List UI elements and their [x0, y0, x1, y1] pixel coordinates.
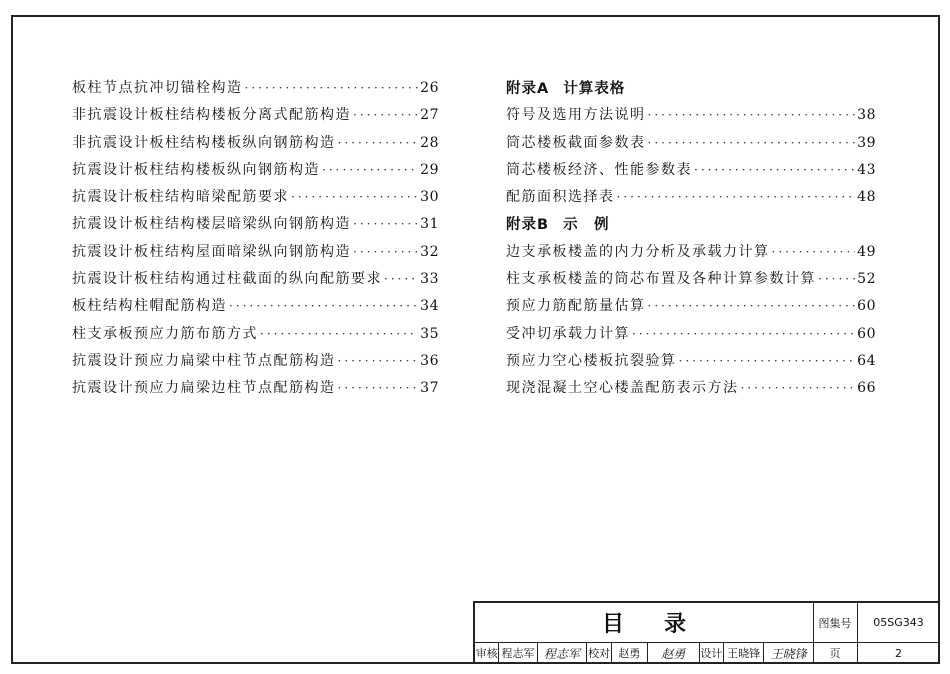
review-signature: 程志军 [538, 642, 588, 664]
toc-entry [72, 132, 439, 159]
toc-entry-page: 66 [857, 380, 876, 397]
proof-name: 赵勇 [612, 642, 648, 664]
toc-entry [506, 323, 876, 350]
toc-entry-title: 配筋面积选择表 [506, 189, 615, 206]
dot-leader [260, 327, 418, 341]
toc-entry-title: 柱支承板预应力筋布筋方式 [72, 325, 258, 342]
toc-entry-page: 35 [420, 325, 439, 342]
toc-entry-title: 受冲切承载力计算 [506, 325, 630, 342]
toc-entry-title: 抗震设计板柱结构通过柱截面的纵向配筋要求 [72, 271, 382, 288]
toc-entry-page: 34 [420, 298, 439, 315]
toc-entry-page: 52 [857, 271, 876, 288]
toc-entry [506, 241, 876, 268]
toc-entry [72, 104, 439, 131]
dot-leader [338, 136, 419, 150]
appendix-b-list [506, 241, 876, 405]
toc-left-column [72, 77, 439, 405]
design-name: 王晓锋 [724, 642, 764, 664]
toc-entry-title: 板柱节点抗冲切锚栓构造 [72, 80, 243, 96]
title-block [473, 601, 940, 664]
toc-entry-title: 边支承板楼盖的内力分析及承载力计算 [506, 243, 770, 260]
toc-entry-title: 现浇混凝土空心楼盖配筋表示方法 [506, 380, 739, 397]
appendix-a-label: 附录A [506, 81, 550, 97]
toc-entry [506, 159, 876, 186]
toc-entry-page: 33 [420, 271, 439, 288]
toc-entry [72, 323, 439, 350]
dot-leader [229, 299, 418, 313]
toc-entry-page: 28 [420, 134, 439, 151]
signature-row [475, 642, 814, 664]
toc-entry-title: 非抗震设计板柱结构楼板纵向钢筋构造 [72, 134, 336, 151]
toc-entry-title: 抗震设计板柱结构暗梁配筋要求 [72, 189, 289, 206]
toc-entry [506, 295, 876, 322]
toc-entry [72, 295, 439, 322]
toc-entry-title: 抗震设计预应力扁梁中柱节点配筋构造 [72, 352, 336, 369]
review-label: 审核 [475, 642, 499, 664]
review-name: 程志军 [499, 642, 537, 664]
toc-entry-page: 39 [857, 134, 876, 151]
toc-entry-page: 26 [420, 80, 439, 96]
toc-entry-title: 筒芯楼板经济、性能参数表 [506, 161, 692, 178]
toc-entry-title: 预应力筋配筋量估算 [506, 298, 646, 315]
atlas-number-label: 图集号 [813, 603, 858, 643]
toc-entry [506, 104, 876, 131]
dot-leader [741, 381, 856, 395]
drawing-title: 目录 [475, 603, 814, 643]
toc-entry-page: 64 [857, 352, 876, 369]
dot-leader [353, 245, 418, 259]
toc-entry-page: 37 [420, 380, 439, 397]
dot-leader [384, 272, 418, 286]
dot-leader [648, 299, 856, 313]
toc-entry [506, 132, 876, 159]
design-label: 设计 [700, 642, 724, 664]
toc-entry-title: 非抗震设计板柱结构楼板分离式配筋构造 [72, 107, 351, 124]
appendix-a-list [506, 104, 876, 213]
toc-entry [506, 186, 876, 213]
toc-entry-page: 49 [857, 243, 876, 260]
dot-leader [694, 163, 855, 177]
dot-leader [632, 327, 855, 341]
toc-entry [72, 350, 439, 377]
design-signature: 王晓锋 [770, 646, 807, 661]
dot-leader [818, 272, 855, 286]
dot-leader [679, 354, 856, 368]
dot-leader [245, 81, 419, 95]
toc-entry [506, 377, 876, 404]
dot-leader [353, 108, 418, 122]
toc-entry-title: 抗震设计预应力扁梁边柱节点配筋构造 [72, 380, 336, 397]
toc-entry [72, 241, 439, 268]
toc-entry [506, 268, 876, 295]
toc-entry-page: 48 [857, 189, 876, 206]
appendix-a-title: 计算表格 [563, 81, 626, 97]
appendix-b-heading [506, 213, 876, 240]
toc-right-column [506, 77, 876, 405]
toc-entry-page: 29 [420, 161, 439, 178]
toc-entry-page: 30 [420, 189, 439, 206]
dot-leader [353, 217, 418, 231]
toc-entry [72, 213, 439, 240]
toc-entry-title: 抗震设计板柱结构楼层暗梁纵向钢筋构造 [72, 216, 351, 233]
toc-entry-page: 27 [420, 107, 439, 124]
toc-entry-page: 60 [857, 325, 876, 342]
appendix-b-title: 示 例 [563, 217, 610, 234]
toc-entry-page: 32 [420, 243, 439, 260]
toc-entry-page: 43 [857, 161, 876, 178]
toc-entry-title: 抗震设计板柱结构楼板纵向钢筋构造 [72, 161, 320, 178]
toc-entry-page: 31 [420, 216, 439, 233]
toc-entry [72, 77, 439, 104]
toc-entry-title: 符号及选用方法说明 [506, 107, 646, 124]
toc-entry-page: 60 [857, 298, 876, 315]
toc-entry [72, 377, 439, 404]
dot-leader [648, 136, 856, 150]
toc-entry-page: 36 [420, 352, 439, 369]
atlas-number-value: 05SG343 [857, 603, 940, 643]
page-label: 页 [813, 642, 858, 664]
toc-entry [72, 186, 439, 213]
dot-leader [322, 163, 418, 177]
dot-leader [338, 354, 419, 368]
toc-entry-title: 柱支承板楼盖的筒芯布置及各种计算参数计算 [506, 271, 816, 288]
appendix-a-heading [506, 77, 876, 104]
toc-entry-title: 抗震设计板柱结构屋面暗梁纵向钢筋构造 [72, 243, 351, 260]
toc-entry-title: 板柱结构柱帽配筋构造 [72, 298, 227, 315]
proof-label: 校对 [587, 642, 611, 664]
proof-signature: 赵勇 [648, 642, 700, 664]
dot-leader [617, 190, 856, 204]
toc-entry-title: 预应力空心楼板抗裂验算 [506, 352, 677, 369]
toc-entry [72, 268, 439, 295]
toc-entry [506, 350, 876, 377]
appendix-b-label: 附录B [506, 217, 550, 234]
dot-leader [648, 108, 856, 122]
toc-entry-title: 筒芯楼板截面参数表 [506, 134, 646, 151]
dot-leader [772, 245, 856, 259]
dot-leader [338, 381, 419, 395]
dot-leader [291, 190, 418, 204]
toc-entry-page: 38 [857, 107, 876, 124]
page-number: 2 [895, 646, 902, 660]
toc-entry [72, 159, 439, 186]
